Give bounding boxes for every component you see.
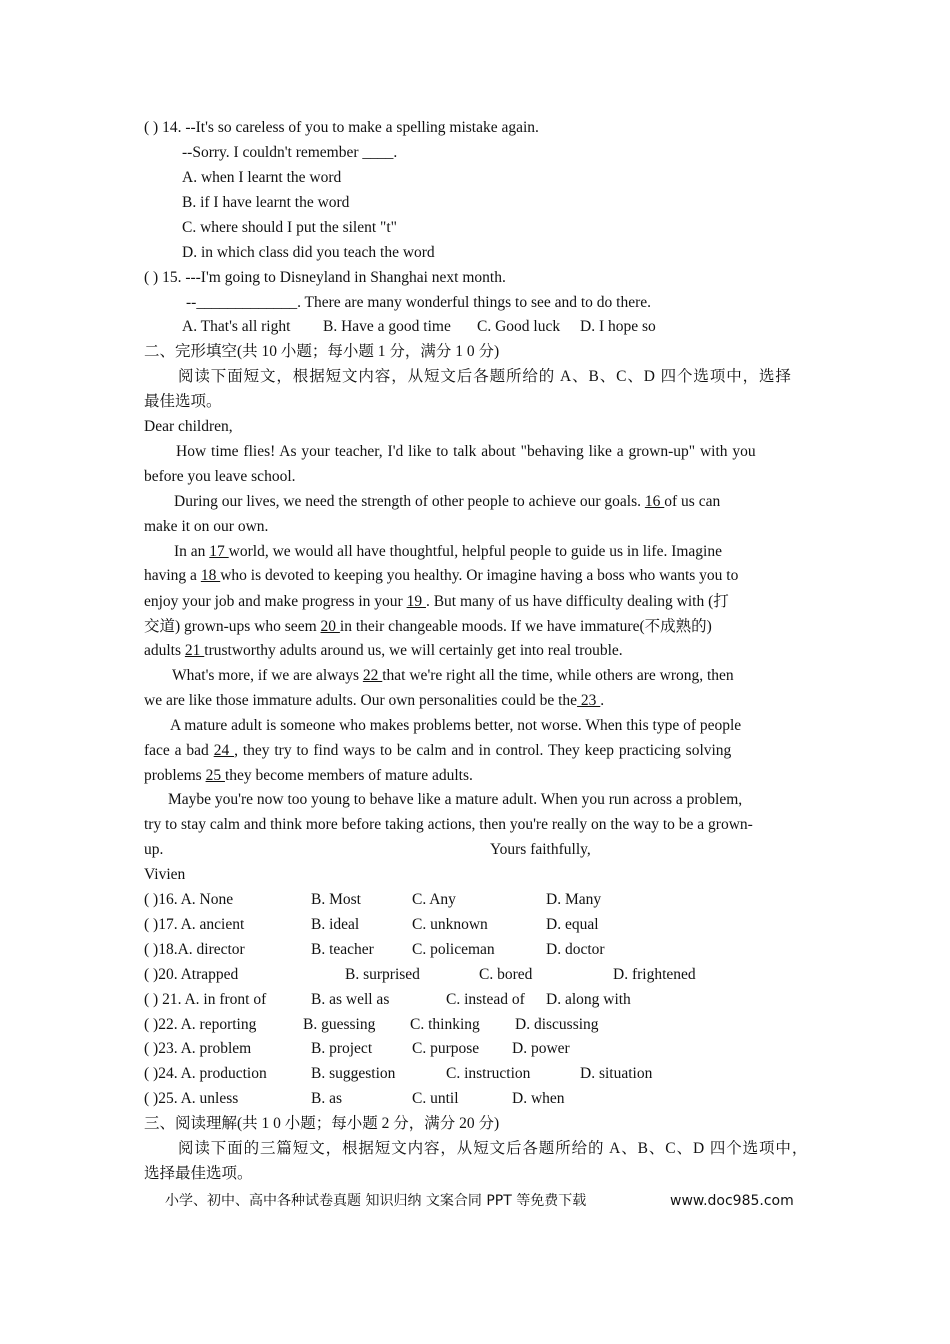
section2-heading: 二、完形填空(共 10 小题；每小题 1 分，满分 1 0 分) bbox=[144, 343, 500, 360]
option-row-21-c: C. instead of bbox=[446, 991, 525, 1008]
blank-23: 23 bbox=[577, 692, 601, 709]
blank-24: 24 bbox=[213, 742, 235, 759]
passage-closing: Yours faithfully, bbox=[490, 841, 591, 858]
blank-17: 17 bbox=[209, 543, 229, 560]
passage-p6-line: Maybe you're now too young to behave like a mature adult. When you run across a problem, bbox=[168, 791, 743, 808]
option-row-22-b: B. guessing bbox=[303, 1016, 376, 1033]
option-row-17-b: B. ideal bbox=[311, 916, 360, 933]
blank-25: 25 bbox=[205, 767, 225, 784]
section2-instruction: 阅读下面短文，根据短文内容，从短文后各题所给的 A、B、C、D 四个选项中，选择 bbox=[178, 368, 792, 385]
option-row-24-num: ( )24. A. production bbox=[144, 1065, 267, 1082]
passage-text: adults bbox=[144, 642, 185, 659]
passage-p4-line bbox=[172, 666, 734, 686]
option-row-18-d: D. doctor bbox=[546, 941, 605, 958]
passage-p5-line bbox=[144, 741, 731, 761]
option-row-25-b: B. as bbox=[311, 1090, 342, 1107]
option-row-23-c: C. purpose bbox=[412, 1040, 480, 1057]
passage-text: . But many of us have difficulty dealing with (打 bbox=[425, 593, 729, 610]
passage-text: 交道) grown-ups who seem bbox=[144, 618, 321, 635]
passage-p6-line: try to stay calm and think more before taking actions, then you're really on the way to be a grown- bbox=[144, 816, 753, 833]
q14-stem: ( ) 14. --It's so careless of you to make a spelling mistake again. bbox=[144, 119, 539, 136]
section2-instruction-cont: 最佳选项。 bbox=[144, 393, 222, 410]
option-row-16-num: ( )16. A. None bbox=[144, 891, 234, 908]
blank-16: 16 bbox=[644, 493, 665, 510]
option-row-18-num: ( )18.A. director bbox=[144, 941, 245, 958]
passage-text: we are like those immature adults. Our own personalities could be the bbox=[144, 692, 578, 709]
q14-option-b: B. if I have learnt the word bbox=[182, 194, 350, 211]
passage-text: During our lives, we need the strength of other people to achieve our goals. bbox=[174, 493, 645, 510]
option-row-17-d: D. equal bbox=[546, 916, 599, 933]
passage-text: face a bad bbox=[144, 742, 214, 759]
option-row-18-b: B. teacher bbox=[311, 941, 374, 958]
blank-18: 18 bbox=[200, 567, 221, 584]
option-row-23-b: B. project bbox=[311, 1040, 373, 1057]
passage-text: In an bbox=[174, 543, 210, 560]
option-row-23-d: D. power bbox=[512, 1040, 570, 1057]
passage-p3-line bbox=[144, 592, 729, 612]
passage-signature: Vivien bbox=[144, 866, 186, 883]
footer-url[interactable]: www.doc985.com bbox=[670, 1193, 794, 1209]
q15-option-c: C. Good luck bbox=[477, 318, 561, 335]
option-row-21-b: B. as well as bbox=[311, 991, 390, 1008]
q15-option-d: D. I hope so bbox=[580, 318, 656, 335]
q14-option-a: A. when I learnt the word bbox=[182, 169, 342, 186]
option-row-16-c: C. Any bbox=[412, 891, 456, 908]
passage-p2-line: make it on our own. bbox=[144, 518, 269, 535]
passage-text: , they try to find ways to be calm and in control. They keep practicing solving bbox=[234, 742, 732, 759]
passage-p3-line bbox=[174, 542, 722, 562]
blank-21: 21 bbox=[184, 642, 205, 659]
section3-instruction: 阅读下面的三篇短文，根据短文内容，从短文后各题所给的 A、B、C、D 四个选项中， bbox=[178, 1140, 809, 1157]
option-row-20-b: B. surprised bbox=[345, 966, 420, 983]
footer-text: 小学、初中、高中各种试卷真题 知识归纳 文案合同 PPT 等免费下载 bbox=[165, 1193, 587, 1209]
option-row-25-c: C. until bbox=[412, 1090, 459, 1107]
passage-text: they become members of mature adults. bbox=[224, 767, 473, 784]
passage-text: problems bbox=[144, 767, 206, 784]
passage-text: that we're right all the time, while others are wrong, then bbox=[382, 667, 734, 684]
q15-option-b: B. Have a good time bbox=[323, 318, 451, 335]
option-row-24-d: D. situation bbox=[580, 1065, 653, 1082]
option-row-25-num: ( )25. A. unless bbox=[144, 1090, 239, 1107]
option-row-22-d: D. discussing bbox=[515, 1016, 599, 1033]
passage-p3-line bbox=[144, 641, 623, 661]
passage-p5-line bbox=[144, 766, 473, 786]
blank-22: 22 bbox=[362, 667, 383, 684]
passage-p1-line: How time flies! As your teacher, I'd like to talk about "behaving like a grown-up" with you bbox=[176, 443, 756, 460]
option-row-21-d: D. along with bbox=[546, 991, 631, 1008]
q15-stem: ( ) 15. ---I'm going to Disneyland in Shanghai next month. bbox=[144, 269, 506, 286]
option-row-20-d: D. frightened bbox=[613, 966, 696, 983]
option-row-16-d: D. Many bbox=[546, 891, 602, 908]
option-row-23-num: ( )23. A. problem bbox=[144, 1040, 252, 1057]
q15-reply: --_____________. There are many wonderful things to see and to do there. bbox=[186, 294, 652, 311]
section3-instruction-cont: 选择最佳选项。 bbox=[144, 1165, 253, 1182]
passage-text: . bbox=[600, 692, 605, 709]
q14-reply-text: --Sorry. I couldn't remember bbox=[182, 144, 363, 161]
option-row-16-b: B. Most bbox=[311, 891, 361, 908]
passage-p2-line bbox=[174, 492, 720, 512]
q14-option-c: C. where should I put the silent "t" bbox=[182, 219, 397, 236]
q14-reply-end: . bbox=[393, 144, 398, 161]
passage-p4-line bbox=[144, 691, 604, 711]
option-row-22-num: ( )22. A. reporting bbox=[144, 1016, 257, 1033]
passage-p5-line: A mature adult is someone who makes problems better, not worse. When this type of people bbox=[170, 717, 742, 734]
passage-text: who is devoted to keeping you healthy. Or imagine having a boss who wants you to bbox=[220, 567, 739, 584]
blank-20: 20 bbox=[320, 618, 340, 635]
passage-p3-line bbox=[144, 617, 712, 637]
q14-option-d: D. in which class did you teach the word bbox=[182, 244, 435, 261]
passage-p1-line: before you leave school. bbox=[144, 468, 296, 485]
q15-option-a: A. That's all right bbox=[182, 318, 291, 335]
passage-p6-line: up. bbox=[144, 841, 164, 858]
option-row-17-num: ( )17. A. ancient bbox=[144, 916, 245, 933]
option-row-22-c: C. thinking bbox=[410, 1016, 480, 1033]
passage-greeting: Dear children, bbox=[144, 418, 233, 435]
option-row-24-b: B. suggestion bbox=[311, 1065, 396, 1082]
section3-heading: 三、阅读理解(共 1 0 小题；每小题 2 分，满分 20 分) bbox=[144, 1115, 500, 1132]
passage-text: What's more, if we are always bbox=[172, 667, 363, 684]
passage-text: enjoy your job and make progress in your bbox=[144, 593, 407, 610]
passage-text: world, we would all have thoughtful, helpful people to guide us in life. Imagine bbox=[228, 543, 722, 560]
option-row-18-c: C. policeman bbox=[412, 941, 495, 958]
blank-19: 19 bbox=[406, 593, 426, 610]
passage-text: of us can bbox=[664, 493, 721, 510]
option-row-24-c: C. instruction bbox=[446, 1065, 531, 1082]
option-row-20-num: ( )20. Atrapped bbox=[144, 966, 239, 983]
option-row-17-c: C. unknown bbox=[412, 916, 488, 933]
passage-text: having a bbox=[144, 567, 201, 584]
option-row-21-num: ( ) 21. A. in front of bbox=[144, 991, 267, 1008]
q14-blank: ____ bbox=[362, 144, 394, 161]
passage-text: in their changeable moods. If we have immature(不成熟的) bbox=[339, 618, 712, 635]
option-row-25-d: D. when bbox=[512, 1090, 565, 1107]
q14-reply bbox=[182, 143, 397, 163]
option-row-20-c: C. bored bbox=[479, 966, 533, 983]
passage-text: trustworthy adults around us, we will certainly get into real trouble. bbox=[204, 642, 623, 659]
passage-p3-line bbox=[144, 566, 738, 586]
